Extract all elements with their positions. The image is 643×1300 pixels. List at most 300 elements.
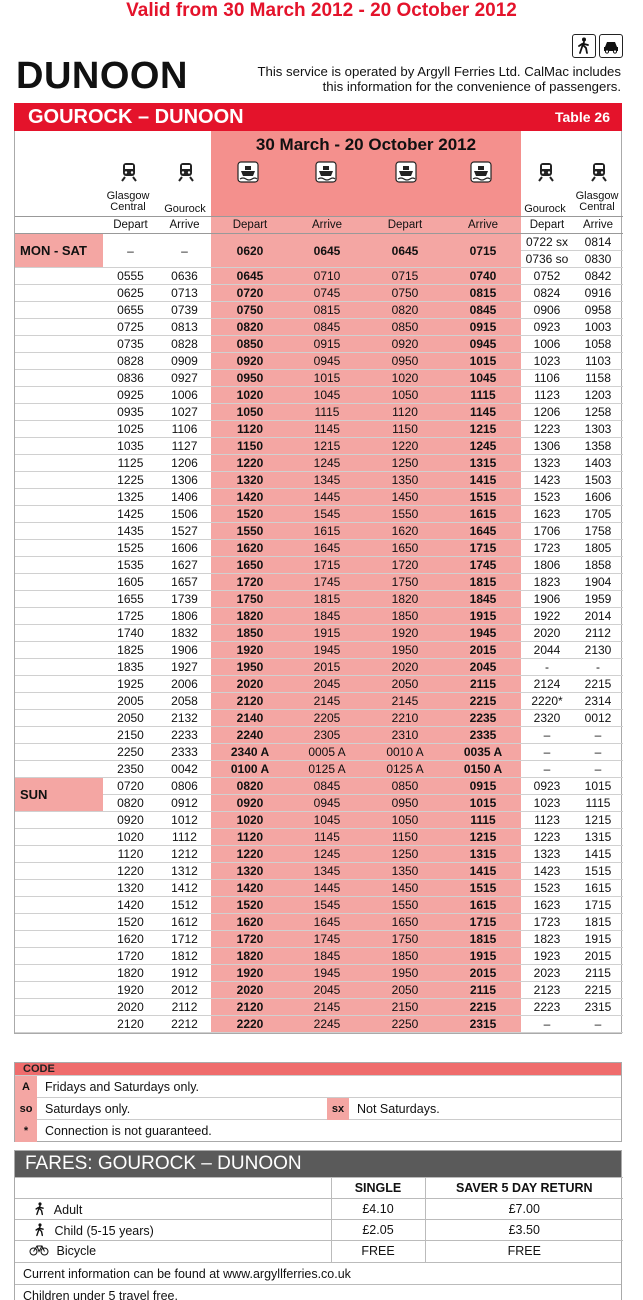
- time-cell: 0645: [289, 234, 365, 268]
- time-cell: 1103: [573, 353, 623, 370]
- time-cell: 2005: [103, 693, 158, 710]
- time-cell: 1915: [289, 625, 365, 642]
- ferry-period: 30 March - 20 October 2012: [255, 135, 477, 154]
- time-cell: 1158: [573, 370, 623, 387]
- time-cell: 0935: [103, 404, 158, 421]
- time-cell: 0830: [573, 251, 623, 268]
- time-cell: 0735: [103, 336, 158, 353]
- time-cell: 1545: [289, 506, 365, 523]
- time-cell: 1850: [211, 625, 289, 642]
- time-cell: 1045: [289, 812, 365, 829]
- time-cell: 1723: [521, 914, 573, 931]
- time-cell: 1425: [103, 506, 158, 523]
- time-cell: 1950: [211, 659, 289, 676]
- time-cell: 2150: [365, 999, 445, 1016]
- time-cell: 0842: [573, 268, 623, 285]
- time-cell: 0150 A: [445, 761, 521, 778]
- time-cell: 1203: [573, 387, 623, 404]
- time-cell: 1015: [289, 370, 365, 387]
- time-cell: 1345: [289, 472, 365, 489]
- time-cell: 2120: [103, 1016, 158, 1033]
- time-cell: 0950: [365, 795, 445, 812]
- time-cell: 1112: [158, 829, 211, 846]
- time-cell: 1620: [211, 914, 289, 931]
- fare-row: Child (5-15 years) £2.05 £3.50: [15, 1220, 623, 1241]
- time-cell: 1423: [521, 863, 573, 880]
- pedestrian-icon: [572, 34, 596, 58]
- time-cell: 2112: [158, 999, 211, 1016]
- time-cell: 1445: [289, 489, 365, 506]
- time-cell: 1815: [445, 574, 521, 591]
- time-cell: 0850: [365, 319, 445, 336]
- time-cell: 1345: [289, 863, 365, 880]
- time-cell: 1223: [521, 829, 573, 846]
- time-cell: 0815: [445, 285, 521, 302]
- table-row: [15, 693, 623, 710]
- time-cell: 1850: [365, 608, 445, 625]
- time-cell: 1806: [521, 557, 573, 574]
- table-row: [15, 829, 623, 846]
- time-cell: 1503: [573, 472, 623, 489]
- time-cell: 1115: [445, 387, 521, 404]
- time-cell: 0906: [521, 302, 573, 319]
- time-cell: 1815: [289, 591, 365, 608]
- table-row: [15, 659, 623, 676]
- time-cell: 2045: [289, 676, 365, 693]
- time-cell: 0916: [573, 285, 623, 302]
- table-row: [15, 965, 623, 982]
- station-glasgow-central: Glasgow Central: [106, 190, 150, 213]
- time-cell: 2220: [211, 1016, 289, 1033]
- time-cell: 2120: [211, 693, 289, 710]
- time-cell: 1020: [103, 829, 158, 846]
- time-cell: 1403: [573, 455, 623, 472]
- time-cell: 1904: [573, 574, 623, 591]
- time-cell: –: [573, 761, 623, 778]
- time-cell: 0042: [158, 761, 211, 778]
- time-cell: 2020: [211, 982, 289, 999]
- time-cell: 2050: [365, 982, 445, 999]
- table-row: [15, 608, 623, 625]
- time-cell: 0035 A: [445, 744, 521, 761]
- time-cell: 1015: [445, 353, 521, 370]
- pedestrian-icon: [33, 1223, 47, 1237]
- time-cell: 0950: [211, 370, 289, 387]
- time-cell: 1320: [211, 863, 289, 880]
- time-cell: 1320: [211, 472, 289, 489]
- car-icon: [599, 34, 623, 58]
- ferry-icon: [470, 161, 492, 183]
- time-cell: 2058: [158, 693, 211, 710]
- time-cell: 1150: [365, 829, 445, 846]
- time-cell: 1758: [573, 523, 623, 540]
- time-cell: 1450: [365, 880, 445, 897]
- time-cell: 1915: [445, 948, 521, 965]
- time-cell: 0828: [103, 353, 158, 370]
- time-cell: 2240: [211, 727, 289, 744]
- time-cell: 1415: [445, 863, 521, 880]
- table-row: [15, 302, 623, 319]
- table-row: [15, 353, 623, 370]
- time-cell: 2305: [289, 727, 365, 744]
- table-row: [15, 540, 623, 557]
- time-cell: 0920: [365, 336, 445, 353]
- time-cell: 0836: [103, 370, 158, 387]
- time-cell: 0555: [103, 268, 158, 285]
- time-cell: 0005 A: [289, 744, 365, 761]
- ferry-icon: [237, 161, 259, 183]
- fares-note-website: Current information can be found at www.argyllferries.co.uk: [15, 1262, 621, 1284]
- time-cell: 1050: [211, 404, 289, 421]
- ferry-icon: [315, 161, 337, 183]
- time-cell: 1750: [365, 574, 445, 591]
- table-row: [15, 931, 623, 948]
- time-cell: 0820: [365, 302, 445, 319]
- table-row: [15, 489, 623, 506]
- time-cell: 1923: [521, 948, 573, 965]
- time-cell: 2123: [521, 982, 573, 999]
- pedestrian-icon: [33, 1202, 47, 1216]
- table-row: [15, 285, 623, 302]
- time-cell: 1550: [365, 506, 445, 523]
- table-row: [15, 336, 623, 353]
- time-cell: 2124: [521, 676, 573, 693]
- time-cell: 1315: [445, 846, 521, 863]
- time-cell: 1906: [521, 591, 573, 608]
- time-cell: 1645: [445, 523, 521, 540]
- time-cell: 1915: [573, 931, 623, 948]
- time-cell: 1715: [445, 914, 521, 931]
- time-cell: 1845: [445, 591, 521, 608]
- time-cell: 0722 sx: [521, 234, 573, 251]
- time-cell: 0845: [445, 302, 521, 319]
- section-label-mon-sat: MON - SAT: [15, 234, 103, 268]
- time-cell: 1020: [211, 812, 289, 829]
- station-glasgow-central: Glasgow Central: [575, 190, 619, 213]
- time-cell: 2315: [573, 999, 623, 1016]
- time-cell: 2215: [445, 693, 521, 710]
- table-row: [15, 574, 623, 591]
- time-cell: 0850: [211, 336, 289, 353]
- time-cell: 0655: [103, 302, 158, 319]
- time-cell: 0945: [289, 353, 365, 370]
- time-cell: 1950: [365, 965, 445, 982]
- time-cell: 1920: [365, 625, 445, 642]
- time-cell: 2333: [158, 744, 211, 761]
- time-cell: 1115: [573, 795, 623, 812]
- time-cell: 2315: [445, 1016, 521, 1033]
- time-cell: 1820: [365, 591, 445, 608]
- time-cell: 1520: [103, 914, 158, 931]
- time-cell: 0927: [158, 370, 211, 387]
- time-cell: 1215: [445, 421, 521, 438]
- time-cell: 2314: [573, 693, 623, 710]
- time-cell: 1858: [573, 557, 623, 574]
- time-cell: 1750: [211, 591, 289, 608]
- time-cell: 1245: [289, 455, 365, 472]
- time-cell: 1312: [158, 863, 211, 880]
- time-cell: 1623: [521, 506, 573, 523]
- table-row: [15, 234, 623, 251]
- time-cell: 1606: [158, 540, 211, 557]
- timetable: [14, 131, 622, 1034]
- table-row: [15, 982, 623, 999]
- time-cell: 1623: [521, 897, 573, 914]
- time-cell: 1050: [365, 387, 445, 404]
- time-cell: 0813: [158, 319, 211, 336]
- time-cell: 1950: [365, 642, 445, 659]
- table-row: [15, 557, 623, 574]
- time-cell: 1845: [289, 948, 365, 965]
- time-cell: 0012: [573, 710, 623, 727]
- time-cell: 2250: [365, 1016, 445, 1033]
- time-cell: 1325: [103, 489, 158, 506]
- time-cell: 1945: [289, 965, 365, 982]
- time-cell: 1106: [521, 370, 573, 387]
- time-cell: 1120: [211, 829, 289, 846]
- time-cell: 1739: [158, 591, 211, 608]
- time-cell: 1027: [158, 404, 211, 421]
- time-cell: 0710: [289, 268, 365, 285]
- time-cell: 1358: [573, 438, 623, 455]
- time-cell: 0950: [365, 353, 445, 370]
- time-cell: 2014: [573, 608, 623, 625]
- time-cell: 1127: [158, 438, 211, 455]
- time-cell: 2310: [365, 727, 445, 744]
- time-cell: 1615: [289, 523, 365, 540]
- time-cell: 2050: [365, 676, 445, 693]
- time-cell: 2335: [445, 727, 521, 744]
- time-cell: 1520: [211, 506, 289, 523]
- time-cell: 1120: [365, 404, 445, 421]
- time-cell: 1420: [211, 489, 289, 506]
- time-cell: 1815: [573, 914, 623, 931]
- time-cell: –: [573, 727, 623, 744]
- table-row: [15, 370, 623, 387]
- time-cell: 1720: [211, 931, 289, 948]
- table-row: [15, 727, 623, 744]
- time-cell: 1212: [158, 846, 211, 863]
- table-row: [15, 846, 623, 863]
- time-cell: 1315: [445, 455, 521, 472]
- table-number: Table 26: [555, 109, 610, 125]
- table-row: [15, 387, 623, 404]
- time-cell: 1845: [289, 608, 365, 625]
- time-cell: –: [521, 1016, 573, 1033]
- validity-banner: Valid from 30 March 2012 - 20 October 2012: [126, 0, 517, 21]
- time-cell: 2115: [445, 676, 521, 693]
- table-row: [15, 897, 623, 914]
- time-cell: 1922: [521, 608, 573, 625]
- time-cell: 1750: [365, 931, 445, 948]
- time-cell: 1123: [521, 387, 573, 404]
- time-cell: 0625: [103, 285, 158, 302]
- time-cell: 0845: [289, 319, 365, 336]
- time-cell: 1925: [103, 676, 158, 693]
- time-cell: 2320: [521, 710, 573, 727]
- time-cell: 0958: [573, 302, 623, 319]
- time-cell: 0715: [445, 234, 521, 268]
- train-icon: [175, 161, 197, 183]
- time-cell: 1012: [158, 812, 211, 829]
- time-cell: 1725: [103, 608, 158, 625]
- time-cell: 1723: [521, 540, 573, 557]
- time-cell: 1715: [573, 897, 623, 914]
- time-cell: 1220: [103, 863, 158, 880]
- time-cell: –: [158, 234, 211, 268]
- time-cell: 1050: [365, 812, 445, 829]
- time-cell: 1045: [289, 387, 365, 404]
- table-row: [15, 642, 623, 659]
- time-cell: 0806: [158, 778, 211, 795]
- route-title: GOUROCK – DUNOON: [28, 106, 244, 128]
- time-cell: 1350: [365, 472, 445, 489]
- time-cell: 1258: [573, 404, 623, 421]
- table-row: [15, 268, 623, 285]
- time-cell: 1520: [211, 897, 289, 914]
- time-cell: 0945: [445, 336, 521, 353]
- time-cell: 2045: [289, 982, 365, 999]
- time-cell: 1715: [445, 540, 521, 557]
- train-icon: [535, 161, 557, 183]
- time-cell: 1525: [103, 540, 158, 557]
- table-row: [15, 948, 623, 965]
- time-cell: 1945: [289, 642, 365, 659]
- fares-table: SINGLE SAVER 5 DAY RETURN Adult £4.10 £7.00 Child (5-15 years) £2.05 £3.50 Bicycle FREE FREE: [15, 1177, 623, 1262]
- time-cell: 0915: [445, 778, 521, 795]
- time-cell: 1720: [365, 557, 445, 574]
- time-cell: 2130: [573, 642, 623, 659]
- time-cell: 1115: [289, 404, 365, 421]
- train-icon: [588, 161, 610, 183]
- time-cell: 0925: [103, 387, 158, 404]
- time-cell: 1245: [289, 846, 365, 863]
- table-row: [15, 421, 623, 438]
- table-row: [15, 455, 623, 472]
- time-cell: 1445: [289, 880, 365, 897]
- table-row: [15, 761, 623, 778]
- time-cell: 1920: [211, 965, 289, 982]
- time-cell: 1650: [365, 540, 445, 557]
- time-cell: 2015: [289, 659, 365, 676]
- time-cell: 2045: [445, 659, 521, 676]
- time-cell: 0010 A: [365, 744, 445, 761]
- time-cell: 1515: [445, 880, 521, 897]
- time-cell: 1220: [211, 455, 289, 472]
- code-row-a: A Fridays and Saturdays only.: [15, 1075, 621, 1097]
- time-cell: 1920: [103, 982, 158, 999]
- time-cell: 0815: [289, 302, 365, 319]
- time-cell: 2145: [289, 693, 365, 710]
- time-cell: 1612: [158, 914, 211, 931]
- time-cell: –: [521, 761, 573, 778]
- time-cell: 0814: [573, 234, 623, 251]
- time-cell: 1620: [103, 931, 158, 948]
- time-cell: 1620: [211, 540, 289, 557]
- time-cell: -: [521, 659, 573, 676]
- time-cell: 1020: [211, 387, 289, 404]
- time-cell: 2140: [211, 710, 289, 727]
- time-cell: 0736 so: [521, 251, 573, 268]
- time-cell: 1740: [103, 625, 158, 642]
- time-cell: 1250: [365, 846, 445, 863]
- time-cell: 1150: [365, 421, 445, 438]
- time-cell: 2250: [103, 744, 158, 761]
- time-cell: 1420: [211, 880, 289, 897]
- time-cell: 1323: [521, 455, 573, 472]
- time-cell: 1720: [211, 574, 289, 591]
- time-cell: 0845: [289, 778, 365, 795]
- time-cell: 1706: [521, 523, 573, 540]
- fares-note-children: Children under 5 travel free.: [15, 1284, 621, 1300]
- time-cell: 2020: [103, 999, 158, 1016]
- fare-row: Adult £4.10 £7.00: [15, 1199, 623, 1220]
- time-cell: 2115: [445, 982, 521, 999]
- station-gourock: Gourock: [524, 203, 566, 215]
- time-cell: 1815: [445, 931, 521, 948]
- time-cell: 1450: [365, 489, 445, 506]
- time-cell: 1045: [445, 370, 521, 387]
- time-cell: 1003: [573, 319, 623, 336]
- time-cell: 1145: [289, 829, 365, 846]
- time-cell: 1820: [211, 948, 289, 965]
- time-cell: 1225: [103, 472, 158, 489]
- table-row: [15, 795, 623, 812]
- time-cell: 2020: [521, 625, 573, 642]
- time-cell: 2006: [158, 676, 211, 693]
- time-cell: 2210: [365, 710, 445, 727]
- code-title: CODE: [15, 1063, 621, 1075]
- time-cell: 1820: [103, 965, 158, 982]
- table-row: [15, 523, 623, 540]
- time-cell: 1515: [445, 489, 521, 506]
- time-cell: 0645: [211, 268, 289, 285]
- time-cell: 2012: [158, 982, 211, 999]
- time-cell: 1145: [289, 421, 365, 438]
- time-cell: 1820: [211, 608, 289, 625]
- time-cell: 1025: [103, 421, 158, 438]
- time-cell: 1250: [365, 455, 445, 472]
- time-cell: 1523: [521, 880, 573, 897]
- time-cell: 1412: [158, 880, 211, 897]
- time-cell: 1927: [158, 659, 211, 676]
- time-cell: 0920: [211, 353, 289, 370]
- time-cell: 1323: [521, 846, 573, 863]
- time-cell: 0720: [103, 778, 158, 795]
- time-cell: 1215: [289, 438, 365, 455]
- time-cell: 1527: [158, 523, 211, 540]
- table-row: [15, 880, 623, 897]
- time-cell: 2020: [365, 659, 445, 676]
- time-cell: 2015: [445, 642, 521, 659]
- time-cell: 2235: [445, 710, 521, 727]
- time-cell: 1906: [158, 642, 211, 659]
- fares-panel: [14, 1150, 622, 1300]
- ferry-icon: [395, 161, 417, 183]
- time-cell: 1645: [289, 540, 365, 557]
- time-cell: 1015: [573, 778, 623, 795]
- time-cell: 2212: [158, 1016, 211, 1033]
- time-cell: 1106: [158, 421, 211, 438]
- time-cell: 0739: [158, 302, 211, 319]
- time-cell: 1712: [158, 931, 211, 948]
- time-cell: 0820: [103, 795, 158, 812]
- table-row: [15, 710, 623, 727]
- column-headers: Depart Arrive Depart Arrive Depart Arrive Depart Arrive: [15, 216, 623, 234]
- time-cell: 2233: [158, 727, 211, 744]
- table-row: [15, 744, 623, 761]
- time-cell: 1315: [573, 829, 623, 846]
